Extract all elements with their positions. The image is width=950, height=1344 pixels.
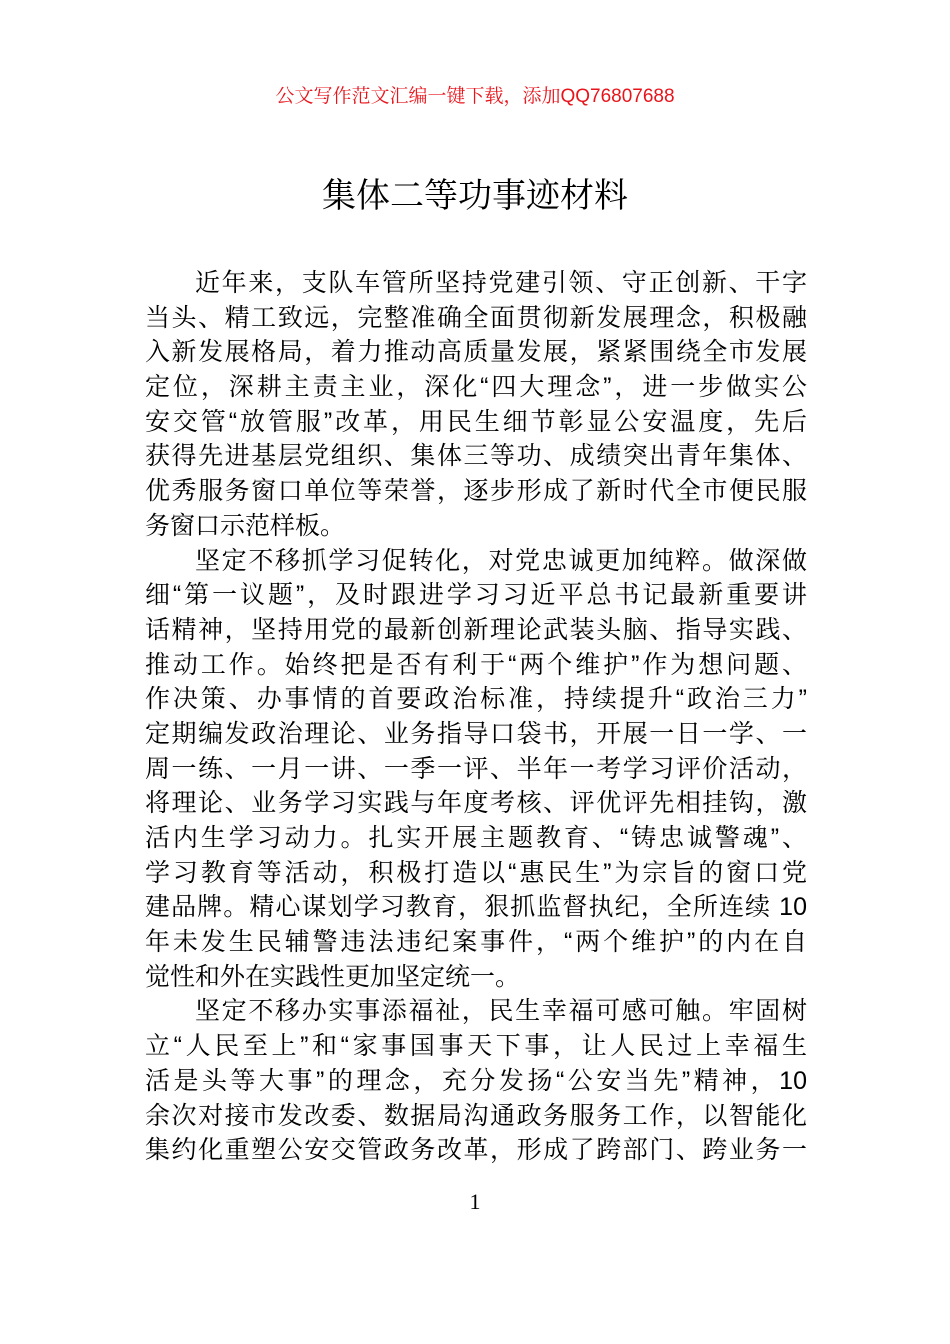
- document-title: 集体二等功事迹材料: [322, 177, 628, 215]
- paragraph: [145, 266, 807, 544]
- text-line: 建品牌。精心谋划学习教育，狠抓监督执纪，全所连续 10: [145, 893, 807, 922]
- page-number: 1: [469, 1189, 481, 1214]
- text-line: 入新发展格局，着力推动高质量发展，紧紧围绕全市发展: [145, 338, 807, 367]
- text-line: 近年来，支队车管所坚持党建引领、守正创新、干字: [195, 269, 807, 297]
- text-line: 务窗口示范样板。: [145, 511, 346, 540]
- text-line: 活内生学习动力。扎实开展主题教育、“铸忠诚警魂”、: [145, 824, 807, 852]
- text-line: 周一练、一月一讲、一季一评、半年一考学习评价活动，: [145, 754, 807, 783]
- text-line: 立“人民至上”和“家事国事天下事，让人民过上幸福生: [145, 1032, 807, 1061]
- text-line: 推动工作。始终把是否有利于“两个维护”作为想问题、: [145, 650, 807, 679]
- text-line: 将理论、业务学习实践与年度考核、评优评先相挂钩，激: [145, 789, 807, 818]
- paragraph: [145, 994, 807, 1167]
- text-line: 定位，深耕主责主业，深化“四大理念”，进一步做实公: [145, 373, 807, 402]
- text-line: 坚定不移办实事添福祉，民生幸福可感可触。牢固树: [195, 997, 807, 1026]
- text-line: 集约化重塑公安交管政务改革，形成了跨部门、跨业务一: [145, 1136, 807, 1165]
- text-line: 活是头等大事”的理念，充分发扬“公安当先”精神，10: [145, 1066, 807, 1095]
- text-line: 优秀服务窗口单位等荣誉，逐步形成了新时代全市便民服: [145, 477, 807, 506]
- text-line: 当头、精工致远，完整准确全面贯彻新发展理念，积极融: [145, 303, 807, 332]
- paragraph: [145, 544, 807, 995]
- text-line: 觉性和外在实践性更加坚定统一。: [145, 962, 521, 991]
- text-line: 余次对接市发改委、数据局沟通政务服务工作，以智能化: [145, 1101, 807, 1130]
- text-line: 细“第一议题”，及时跟进学习习近平总书记最新重要讲: [145, 581, 807, 610]
- text-line: 学习教育等活动，积极打造以“惠民生”为宗旨的窗口党: [145, 858, 807, 887]
- text-line: 坚定不移抓学习促转化，对党忠诚更加纯粹。做深做: [195, 546, 807, 575]
- text-line: 作决策、办事情的首要政治标准，持续提升“政治三力”: [145, 685, 807, 714]
- document-body: [145, 266, 807, 1168]
- text-line: 获得先进基层党组织、集体三等功、成绩突出青年集体、: [145, 442, 807, 471]
- text-line: 话精神，坚持用党的最新创新理论武装头脑、指导实践、: [145, 615, 807, 644]
- text-line: 定期编发政治理论、业务指导口袋书，开展一日一学、一: [145, 719, 807, 748]
- text-line: 年未发生民辅警违法违纪案事件，“两个维护”的内在自: [145, 928, 807, 957]
- download-banner: 公文写作范文汇编一键下载，添加QQ76807688: [275, 86, 675, 107]
- text-line: 安交管“放管服”改革，用民生细节彰显公安温度，先后: [145, 407, 807, 436]
